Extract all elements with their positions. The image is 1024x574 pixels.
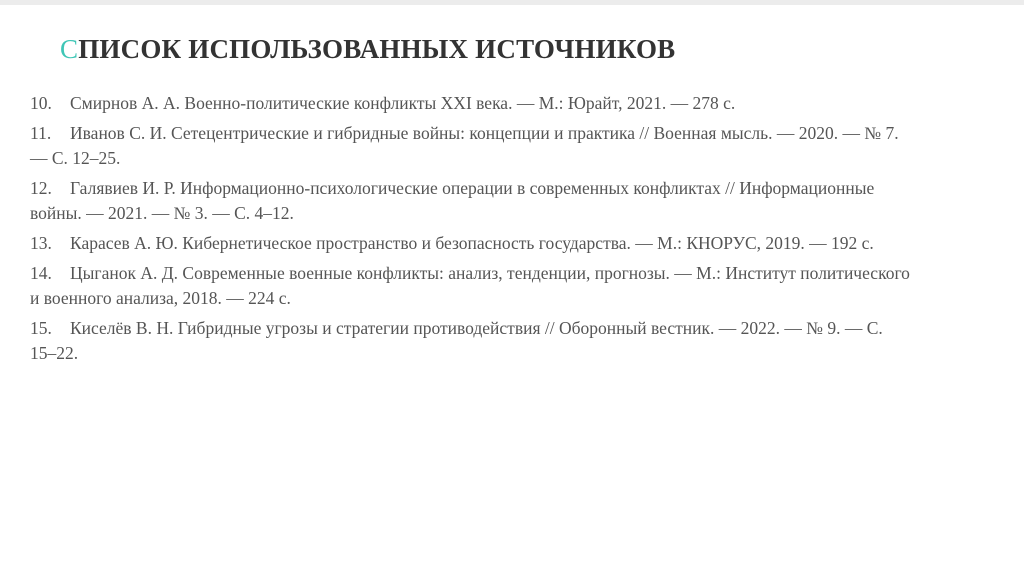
title-rest: ПИСОК ИСПОЛЬЗОВАННЫХ ИСТОЧНИКОВ [78,34,676,64]
top-border [0,0,1024,5]
list-item [30,231,910,256]
title-first-letter: С [60,34,79,64]
reference-text: Цыганок А. Д. Современные военные конфликты: анализ, тенденции, прогнозы. — М.: Институт политического и военного анализа, 2018. — 224 с. [30,263,910,308]
list-item [30,91,910,116]
reference-text: Смирнов А. А. Военно-политические конфликты XXI века. — М.: Юрайт, 2021. — 278 с. [70,93,736,113]
reference-number: 11. [30,123,52,143]
reference-number: 14. [30,263,52,283]
list-item [30,176,910,226]
reference-text: Иванов С. И. Сетецентрические и гибридные войны: концепции и практика // Военная мысль. — 2020. — № 7. — С. 12–25. [30,123,899,168]
reference-number: 15. [30,318,52,338]
reference-text: Карасев А. Ю. Кибернетическое пространство и безопасность государства. — М.: КНОРУС, 2019. — 192 с. [70,233,874,253]
list-item [30,316,910,366]
reference-list [30,91,910,371]
reference-text: Галявиев И. Р. Информационно-психологические операции в современных конфликтах // Информационные войны. — 2021. — № 3. — С. 4–12. [30,178,875,223]
reference-text: Киселёв В. Н. Гибридные угрозы и стратегии противодействия // Оборонный вестник. — 2022. — № 9. — С. 15–22. [30,318,883,363]
list-item [30,121,910,171]
reference-number: 12. [30,178,52,198]
list-item [30,261,910,311]
reference-number: 13. [30,233,52,253]
page-title [60,31,675,67]
reference-number: 10. [30,93,52,113]
